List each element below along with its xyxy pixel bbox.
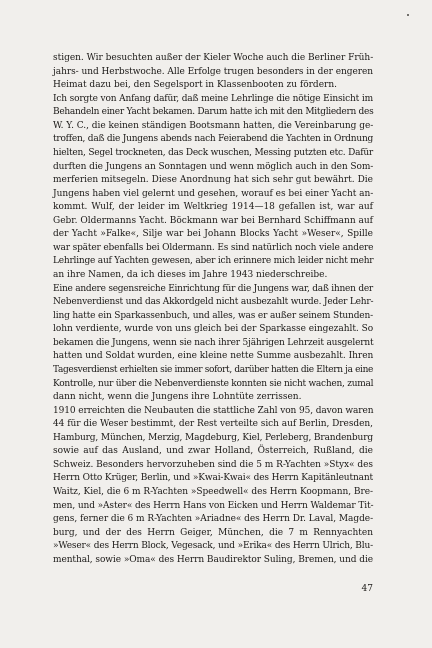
paragraph <box>53 93 373 283</box>
text-line: Gebr. Oldermanns Yacht. Böckmann war bei Bernhard Schiffmann auf <box>53 215 373 226</box>
text-line: ling hatte ein Sparkassenbuch, und alles, was er außer seinem Stunden- <box>53 310 373 321</box>
paragraph <box>53 52 373 93</box>
text-line: burg, und der des Herrn Geiger, München, die 7 m Rennyachten <box>53 527 373 538</box>
text-line: Heimat dazu bei, den Segelsport in Klassenbooten zu fördern. <box>53 80 337 91</box>
text-line: war später ebenfalls bei Oldermann. Es sind natürlich noch viele andere <box>53 242 374 253</box>
text-line: sowie auf das Ausland, und zwar Holland, Österreich, Rußland, die <box>53 446 373 457</box>
text-line: men, und »Aster« des Herrn Hans von Eicken und Herrn Waldemar Tit- <box>53 500 374 511</box>
text-line: »Weser« des Herrn Block, Vegesack, und »Erika« des Herrn Ulrich, Blu- <box>53 541 373 552</box>
text-line: Lehrlinge auf Yachten gewesen, aber ich erinnere mich leider nicht mehr <box>53 256 374 267</box>
paragraph <box>53 405 373 568</box>
text-line: hatten und Soldat wurden, eine kleine nette Summe ausbezahlt. Ihren <box>53 351 374 362</box>
paragraph <box>53 283 373 405</box>
text-line: W. Y. C., die keinen ständigen Bootsmann hatten, die Vereinbarung ge- <box>53 120 374 131</box>
text-line: Herrn Otto Krüger, Berlin, und »Kwai-Kwai« des Herrn Kapitänleutnant <box>53 473 373 484</box>
text-line: Jungens haben viel gelernt und gesehen, worauf es bei einer Yacht an- <box>53 188 374 199</box>
text-line: menthal, sowie »Oma« des Herrn Baudirektor Suling, Bremen, und die <box>53 554 373 565</box>
text-line: stigen. Wir besuchten außer der Kieler Woche auch die Berliner Früh- <box>53 53 374 63</box>
text-line: dann nicht, wenn die Jungens ihre Lohntüte zerrissen. <box>53 392 302 403</box>
text-line: Tagesverdienst erhielten sie immer sofort, darüber hatten die Eltern ja eine <box>53 364 373 375</box>
text-line: kommt. Wulf, der leider im Weltkrieg 1914—18 gefallen ist, war auf <box>53 202 373 213</box>
text-line: jahrs- und Herbstwoche. Alle Erfolge trugen besonders in der engeren <box>53 66 374 77</box>
text-line: durften die Jungens an Sonntagen und wenn möglich auch in den Som- <box>53 161 374 172</box>
text-line: hielten, Segel trockneten, das Deck wuschen, Messing putzten etc. Dafür <box>53 147 373 158</box>
text-line: der Yacht »Falke«, Silje war bei Johann Blocks Yacht »Weser«, Spille <box>53 229 373 240</box>
text-line: 44 für die Weser bestimmt, der Rest verteilte sich auf Berlin, Dresden, <box>53 419 373 430</box>
body-text <box>53 52 373 567</box>
text-line: Ich sorgte von Anfang dafür, daß meine Lehrlinge die nötige Einsicht im <box>53 93 373 104</box>
text-line: Nebenverdienst und das Akkordgeld nicht ausbezahlt wurde. Jeder Lehr- <box>53 297 374 308</box>
text-line: Schweiz. Besonders hervorzuheben sind die 5 m R-Yachten »Styx« des <box>53 459 373 470</box>
text-line: merferien mitsegeln. Diese Anordnung hat sich sehr gut bewährt. Die <box>53 175 373 186</box>
text-line: Waitz, Kiel, die 6 m R-Yachten »Speedwell« des Herrn Koopmann, Bre- <box>53 487 373 497</box>
text-line: an ihre Namen, da ich dieses im Jahre 1943 niederschreibe. <box>53 270 328 280</box>
print-speck <box>407 14 409 16</box>
page-number: 47 <box>361 584 373 594</box>
text-line: Eine andere segensreiche Einrichtung für die Jungens war, daß ihnen der <box>53 283 373 294</box>
text-line: Hamburg, München, Merzig, Magdeburg, Kiel, Perleberg, Brandenburg <box>53 432 373 443</box>
text-line: Behandeln einer Yacht bekamen. Darum hatte ich mit den Mitgliedern des <box>53 107 374 118</box>
text-line: lohn verdiente, wurde von uns gleich bei der Sparkasse eingezahlt. So <box>53 324 374 335</box>
text-line: troffen, daß die Jungens abends nach Feierabend die Yachten in Ordnung <box>53 134 374 145</box>
text-line: gens, ferner die 6 m R-Yachten »Ariadne« des Herrn Dr. Laval, Magde- <box>53 514 374 525</box>
text-line: bekamen die Jungens, wenn sie nach ihrer 5jährigen Lehrzeit ausgelernt <box>53 337 374 348</box>
text-line: Kontrolle, nur über die Nebenverdienste konnten sie nicht wachen, zumal <box>53 378 374 389</box>
text-line: 1910 erreichten die Neubauten die stattliche Zahl von 95, davon waren <box>53 405 374 416</box>
